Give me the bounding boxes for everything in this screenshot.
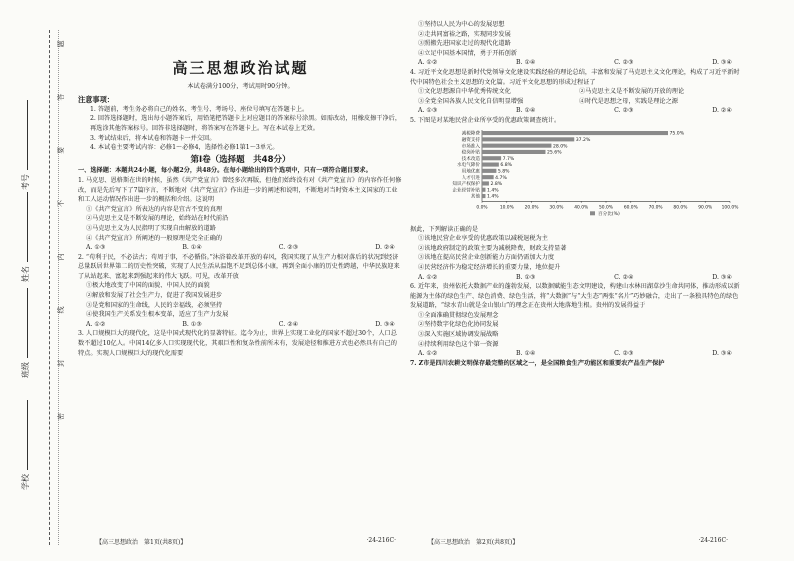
left-column bbox=[78, 20, 403, 358]
statement: ②该地政府制定的政策主要为减税降费，财政支持显著 bbox=[418, 244, 567, 252]
option-c[interactable]: C. ②④ bbox=[278, 320, 299, 328]
option-a[interactable]: A. ①② bbox=[418, 350, 438, 358]
category-label: 水电气降价 bbox=[457, 162, 480, 168]
statement: ④持续利用绿色这个第一资源 bbox=[418, 340, 499, 348]
data-label: 75.0% bbox=[669, 131, 685, 137]
section-intro: 一、选择题：本题共24小题，每小题2分，共48分。在每小题给出的四个选项中，只有一项符合题目要求。 bbox=[78, 167, 372, 175]
notice-item: 3. 考试结束后，将本试卷和答题卡一并交回。 bbox=[90, 134, 216, 142]
x-tick-label: 60.0% bbox=[623, 204, 638, 210]
question-stem: 4. 习近平文化思想是新时代党领导文化建设实践经验的理论总结，丰富和发展了马克思主义文化理论，构成了习近平新时代中国特色社会主义思想的文化篇。习近平文化思想的形成过程证了 bbox=[410, 68, 740, 86]
option-d[interactable]: D. ③④ bbox=[712, 350, 732, 358]
bar bbox=[482, 175, 494, 179]
section-heading: 第Ⅰ卷（选择题 共48分） bbox=[190, 154, 291, 165]
legend-swatch bbox=[590, 211, 595, 215]
x-tick-label: 100.0% bbox=[721, 204, 739, 210]
question-stem: 据此，下列解读正确的是 bbox=[410, 225, 479, 233]
option-a[interactable]: A. ①③ bbox=[418, 107, 438, 115]
name-field[interactable] bbox=[20, 192, 31, 282]
question-6 bbox=[410, 282, 740, 359]
x-tick-label: 30.0% bbox=[549, 204, 564, 210]
policy-bar-chart bbox=[410, 127, 740, 225]
x-tick-label: 50.0% bbox=[599, 204, 613, 210]
question-stem: 5. 下图是对某地民营企业所享受的优惠政策调查统计。 bbox=[410, 116, 561, 124]
option-c[interactable]: C. ②④ bbox=[614, 273, 634, 281]
option-d[interactable]: D. ③④ bbox=[712, 273, 732, 281]
statement: ①文化思想源自中华优秀传统文化 bbox=[418, 88, 511, 96]
footer-label: 【高三思想政治 第2页(共8页)】 bbox=[428, 539, 519, 546]
exam-subtitle: 本试卷满分100分，考试用时90分钟。 bbox=[187, 82, 294, 90]
question-2 bbox=[78, 253, 403, 330]
class-label: 班级 bbox=[21, 362, 30, 378]
category-label: 人才引进 bbox=[461, 175, 480, 181]
statement: ②马克思主义是不断发展的开放的理论 bbox=[579, 88, 685, 96]
statement: ①极大地改变了中国的面貌、中国人民的面貌 bbox=[86, 282, 210, 290]
answer-options bbox=[410, 273, 740, 283]
seal-notice: 密 封 线 内 不 要 答 题 bbox=[57, 18, 65, 420]
statement: ③马克思主义为人民指明了实现自由解放的道路 bbox=[86, 224, 216, 232]
data-label: 6.8% bbox=[500, 162, 513, 168]
bar bbox=[482, 137, 574, 141]
statement: ①该地民营企业享受的优惠政策以减税退税为主 bbox=[418, 235, 548, 243]
page-footer-left bbox=[96, 537, 396, 546]
option-c[interactable]: C. ②③ bbox=[278, 244, 299, 252]
page-title: 高三思想政治试题 bbox=[172, 59, 309, 77]
answer-options bbox=[78, 320, 403, 330]
option-c[interactable]: C. ②③ bbox=[614, 350, 634, 358]
category-label: 减税降费 bbox=[461, 131, 480, 137]
statement: ①全面准确贯彻绿色发展理念 bbox=[418, 311, 499, 319]
option-b[interactable]: B. ①④ bbox=[182, 244, 202, 252]
school-label: 学校 bbox=[21, 474, 30, 490]
category-label: 稳岗补贴 bbox=[461, 150, 480, 156]
notice-block bbox=[78, 95, 403, 153]
statement: ④使我国生产关系发生根本变革，适应了生产力发展 bbox=[86, 311, 229, 319]
statement: ①《共产党宣言》所表达的内容是宜古不变的真理 bbox=[86, 205, 223, 213]
data-label: 37.2% bbox=[575, 137, 591, 143]
statement: ③该地在提高民营企业创新能力方面仍需加大力度 bbox=[418, 254, 555, 262]
bar bbox=[482, 156, 501, 160]
data-label: 5.8% bbox=[497, 169, 510, 175]
notice-item: 2. 回答选择题时，选出每小题答案后，用铅笔把答题卡上对应题目的答案标号涂黑。如需改动，用橡皮擦干净后，再选涂其他答案标号。回答非选择题时，将答案写在答题卡上。写在本试卷上无效。 bbox=[90, 115, 402, 132]
x-tick-label: 90.0% bbox=[698, 204, 713, 210]
bar bbox=[482, 187, 485, 191]
data-label: 25.6% bbox=[546, 150, 562, 156]
notice-item: 1. 答题前，考生务必将自己的姓名、考生号、考场号、座位号填写在答题卡上。 bbox=[90, 105, 309, 113]
option-d[interactable]: D. ②④ bbox=[712, 107, 732, 115]
statement: ③全党全国各族人民文化自信明显增强 bbox=[418, 97, 524, 105]
question-5 bbox=[410, 116, 740, 282]
data-label: 1.4% bbox=[486, 187, 499, 193]
question-7 bbox=[410, 359, 740, 369]
question-3 bbox=[78, 329, 403, 358]
statement: ②解放和发展了社会生产力，促进了我国发展进步 bbox=[86, 292, 223, 300]
question-4 bbox=[410, 68, 740, 116]
x-tick-label: 10.0% bbox=[499, 204, 514, 210]
bar bbox=[482, 162, 499, 166]
statement: ③照搬先进国家走过的现代化道路 bbox=[418, 40, 511, 48]
option-a[interactable]: A. ①② bbox=[86, 320, 106, 328]
answer-options bbox=[410, 58, 740, 68]
category-label: 技术改造 bbox=[461, 156, 480, 162]
statement: ③深入实施区域协调发展战略 bbox=[418, 331, 499, 339]
option-d[interactable]: D. ③④ bbox=[375, 320, 395, 328]
bar bbox=[482, 131, 668, 135]
option-b[interactable]: B. ①④ bbox=[516, 59, 536, 67]
category-label: 用地优惠 bbox=[461, 169, 480, 175]
answer-options bbox=[410, 106, 740, 116]
option-c[interactable]: C. ②③ bbox=[614, 107, 634, 115]
data-label: 28.0% bbox=[552, 143, 568, 149]
category-label: 市场准入 bbox=[461, 143, 480, 149]
option-b[interactable]: B. ①③ bbox=[182, 320, 202, 328]
option-d[interactable]: D. ③④ bbox=[712, 59, 732, 67]
question-1 bbox=[78, 176, 403, 253]
option-a[interactable]: A. ①③ bbox=[86, 244, 106, 252]
bar bbox=[482, 143, 551, 147]
x-tick-label: 40.0% bbox=[574, 204, 589, 210]
bar bbox=[482, 168, 496, 172]
category-label: 企业经营补贴 bbox=[452, 187, 480, 193]
statement: ②坚持数字化绿色化协同发展 bbox=[418, 321, 499, 329]
question-stem: 6. 近年来，贵州依托大数据产业的蓬勃发展，以数据赋能生态文明建设，构建山水林田湖草沙生命共同体，推动形成以新能源为主体的绿色生产、绿色消费、绿色生活，将“大数据”与“大生态”两张“名片”巧妙融合，走出了一条独具特色的绿色发展道路，“绿水青山就是金山银山”的理念正在贵州大地落地生根。贵州的发展得益于 bbox=[410, 283, 740, 310]
seal-line bbox=[49, 30, 50, 545]
answer-options bbox=[410, 349, 740, 359]
statement: ②马克思主义是不断发展的理论，始终站在时代前沿 bbox=[86, 215, 229, 223]
data-label: 7.7% bbox=[502, 156, 515, 162]
statement: ④立足中国基本国情，勇于开拓创新 bbox=[418, 49, 517, 57]
bar bbox=[482, 181, 489, 185]
footer-code: ·24-216C· bbox=[698, 537, 728, 544]
bar bbox=[482, 194, 485, 198]
statement: ②走共同富裕之路，实现同步发展 bbox=[418, 30, 511, 38]
category-label: 融资支持 bbox=[461, 137, 480, 143]
question-stem: 2. “苟利于民，不必法古；苟周于事，不必循俗。”沐浴着改革开放的春风，我国实现了从生产力相对落后的状况到经济总量跃居世界第二的历史性突破，实现了人民生活从温饱不足到总体小康，再到全面小康的历史性跨越，中华民族迎来了从站起来、富起来到强起来的伟大飞跃。可见，改革开放 bbox=[78, 253, 400, 280]
data-label: 4.7% bbox=[495, 175, 507, 181]
statement: ④民营经济作为稳定经济增长的重要力量，地位提升 bbox=[418, 263, 561, 271]
option-c[interactable]: C. ②③ bbox=[614, 59, 634, 67]
footer-code: ·24-216C· bbox=[366, 537, 396, 544]
option-d[interactable]: D. ②④ bbox=[375, 244, 395, 252]
option-b[interactable]: B. ①④ bbox=[516, 350, 536, 358]
question-stem: 7. Z市是四川农耕文明保存最完整的区域之一，是全国粮食生产功能区和重要农产品生产保护 bbox=[410, 359, 665, 367]
exam-no-field[interactable] bbox=[20, 100, 31, 190]
category-label: 知识产权保护 bbox=[452, 181, 480, 187]
statement: ④时代是思想之母，实践是理论之源 bbox=[579, 97, 678, 105]
notice-heading: 注意事项： bbox=[78, 95, 114, 105]
data-label: 1.4% bbox=[486, 194, 499, 200]
question-stem: 3. 人口规模巨大的现代化，这是中国式现代化的显著特征。迄今为止，世界上实现工业化的国家不超过30个，人口总数不超过10亿人。中国14亿多人口实现现代化，其艰巨性和复杂性前所未有，发展途径和推进方式也必然具有自己的特点。实现人口规模巨大的现代化需要 bbox=[78, 330, 397, 357]
statement-grid bbox=[410, 87, 740, 106]
notice-item: 4. 本试卷主要考试内容：必修1～必修4，选择性必修1第1～3单元。 bbox=[90, 144, 279, 152]
footer-label: 【高三思想政治 第1页(共8页)】 bbox=[96, 539, 187, 546]
x-tick-label: 70.0% bbox=[648, 204, 663, 210]
statement: ③是党和国家的生命线，人民的幸福线，必须坚持 bbox=[86, 301, 223, 309]
class-field[interactable] bbox=[20, 288, 31, 378]
data-label: 2.8% bbox=[490, 181, 503, 187]
legend-label: 百分比(%) bbox=[598, 211, 620, 217]
option-a[interactable]: A. ①② bbox=[418, 59, 438, 67]
option-b[interactable]: B. ①④ bbox=[516, 107, 536, 115]
x-tick-label: 0.0% bbox=[476, 204, 488, 210]
right-column bbox=[410, 20, 740, 368]
statement: ①坚持以人民为中心的发展思想 bbox=[418, 21, 505, 28]
option-b[interactable]: B. ①③ bbox=[516, 273, 536, 281]
binding-strip bbox=[0, 0, 72, 561]
bar bbox=[482, 149, 545, 153]
question-stem: 1. 马克思、恩格斯在世的时候，虽然《共产党宣言》曾经多次再版，但他们始终没有对《共产党宣言》的内容作任何修改，而是先后写下了7篇序言，不断地对《共产党宣言》作出进一步的阐述和说明，不断地对当时资本主义国家的工业和工人运动情况作出进一步的概括和介绍。这说明 bbox=[78, 176, 402, 204]
answer-options bbox=[78, 243, 403, 253]
statement: ④《共产党宣言》所阐述的一般原理是完全正确的 bbox=[86, 234, 223, 242]
category-label: 其他 bbox=[470, 194, 480, 200]
option-a[interactable]: A. ①② bbox=[418, 273, 438, 281]
x-tick-label: 20.0% bbox=[524, 204, 539, 210]
exam-no-label: 考号 bbox=[21, 174, 30, 190]
page-footer-right bbox=[428, 537, 728, 546]
question-3-continued bbox=[410, 20, 740, 68]
school-field[interactable] bbox=[20, 400, 31, 490]
x-tick-label: 80.0% bbox=[673, 204, 688, 210]
name-label: 姓名 bbox=[21, 266, 30, 282]
chart-svg bbox=[410, 127, 740, 225]
